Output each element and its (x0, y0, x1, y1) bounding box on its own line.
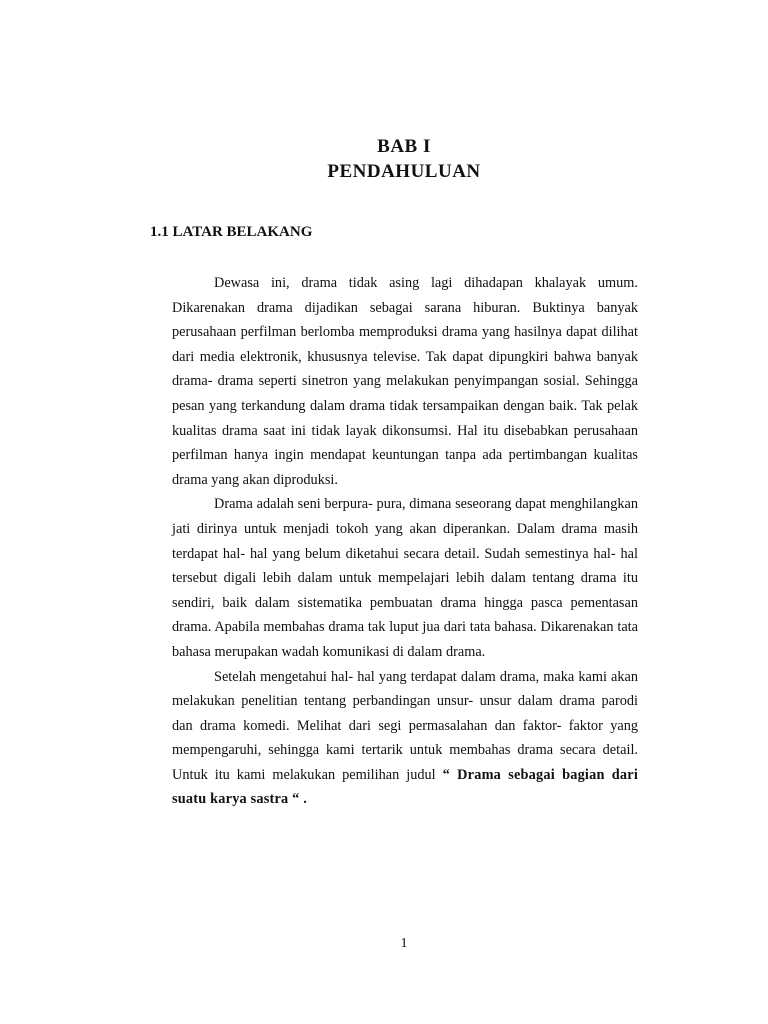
page-number: 1 (400, 936, 408, 951)
paragraph-1: Dewasa ini, drama tidak asing lagi dihadapan khalayak umum. Dikarenakan drama dijadikan sebagai sarana hiburan. Buktinya banyak perusahaan perfilman berlomba memproduksi drama yang hasilnya dapat dilihat dari media elektronik, khususnya televise. Tak dapat dipungkiri bahwa banyak drama- drama seperti sinetron yang melakukan penyimpangan sosial. Sehingga pesan yang terkandung dalam drama tidak tersampaikan dengan baik. Tak pelak kualitas drama saat ini tidak layak dikonsumsi. Hal itu disebabkan perusahaan perfilman hanya ingin mendapat keuntungan tanpa ada pertimbangan kualitas drama yang akan diproduksi. (172, 275, 638, 488)
body-text (172, 271, 638, 812)
paragraph-2: Drama adalah seni berpura- pura, dimana seseorang dapat menghilangkan jati dirinya untuk menjadi tokoh yang akan diperankan. Dalam drama masih terdapat hal- hal yang belum diketahui secara detail. Sudah semestinya hal- hal tersebut digali lebih dalam untuk mempelajari lebih dalam tentang drama itu sendiri, baik dalam sistematika pembuatan drama hingga pasca pementasan drama. Apabila membahas drama tak luput jua dari tata bahasa. Dikarenakan tata bahasa merupakan wadah komunikasi di dalam drama. (172, 496, 638, 660)
paragraph-3-text: Setelah mengetahui hal- hal yang terdapat dalam drama, maka kami akan melakukan penelitian tentang perbandingan unsur- unsur dalam drama parodi dan drama komedi. Melihat dari segi permasalahan dan faktor- faktor yang mempengaruhi, sehingga kami tertarik untuk membahas drama secara detail. Untuk itu kami melakukan pemilihan judul (172, 668, 638, 783)
section-heading: 1.1 LATAR BELAKANG (150, 224, 313, 240)
research-title: “ Drama sebagai bagian dari suatu karya sastra “ . (172, 766, 639, 808)
paragraph-3 (172, 665, 638, 813)
chapter-number: BAB I (377, 136, 431, 157)
chapter-title: PENDAHULUAN (327, 161, 481, 182)
